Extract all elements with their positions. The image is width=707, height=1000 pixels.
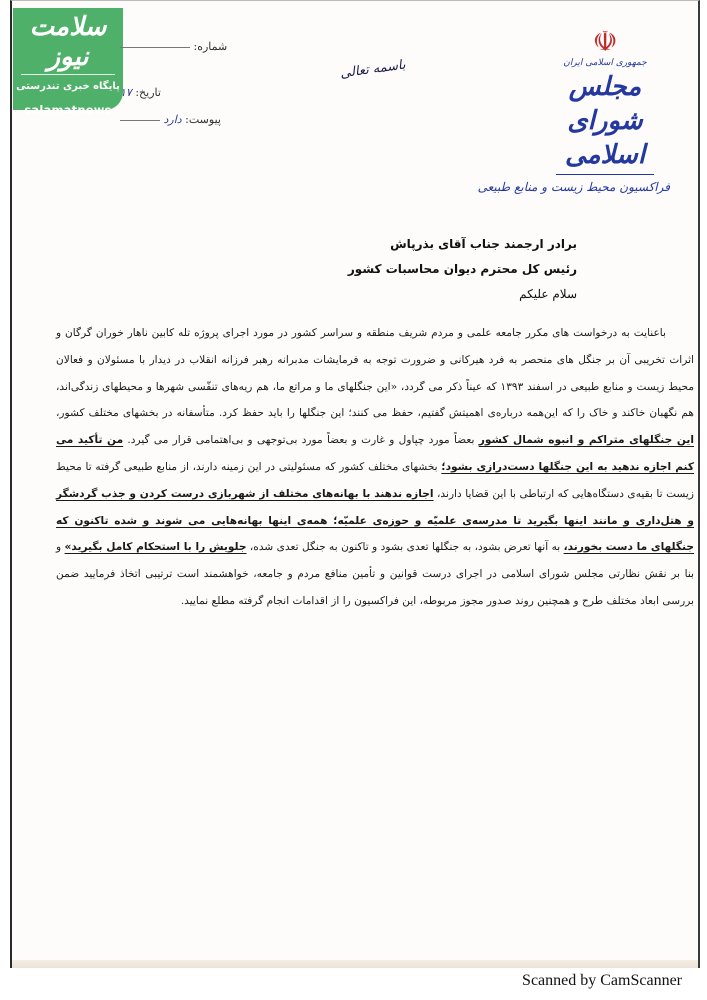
watermark-brand: سلامت نیوز <box>29 12 107 72</box>
emphasized-quote: من تأکید می کنم اجازه ندهید به این جنگلها دست‌درازی بشود؛ <box>56 434 694 473</box>
letter-attachment <box>120 113 221 126</box>
letter-attachment-label: پیوست: <box>185 113 221 126</box>
emphasized-quote: جلویش را با استحکام کامل بگیرید» <box>64 541 247 554</box>
letter-attachment-value: دارد <box>163 113 182 126</box>
body-text-segment: بخشهای مختلف کشور که مسئولیتی در این زمینه دارند، از منابع طبیعی گرفته تا محیط زیست تا بقیه‌ی دستگاه‌هایی که ارتباطی با این قضایا دارند، <box>56 460 694 500</box>
letterhead-divider <box>556 174 654 175</box>
letter-body <box>56 320 694 615</box>
greeting: سلام علیکم <box>519 287 577 301</box>
watermark-divider <box>21 74 115 75</box>
body-text-segment: به آنها تعرض بشود، به جنگلها تعدی بشود و تاکنون به جنگل تعدی شده، <box>246 541 564 554</box>
letterhead-faction: فراکسیون محیط زیست و منابع طبیعی <box>477 180 670 194</box>
salamatnews-watermark <box>13 8 123 117</box>
letter-date-value: ۱۷ <box>120 86 132 99</box>
letter-date <box>120 86 161 99</box>
letter-attachment-rule <box>120 120 160 121</box>
letter-number-label: شماره: <box>193 40 228 53</box>
emphasized-quote: این جنگلهای متراکم و انبوه شمال کشور <box>478 434 694 447</box>
addressee-title: رئیس کل محترم دیوان محاسبات کشور <box>347 262 577 276</box>
addressee-block <box>348 232 577 306</box>
parliament-letterhead <box>477 25 670 197</box>
page-bottom-edge <box>12 960 698 968</box>
body-paragraph <box>56 320 694 615</box>
letter-number <box>120 40 227 53</box>
watermark-tagline: پایگاه خبری تندرستی <box>16 81 120 92</box>
body-text-segment: بعضاً مورد چپاول و غارت و بعضاً مورد بی‌توجهی و بی‌اهتمامی قرار می گیرد. <box>123 434 479 447</box>
watermark-latin: salamatnews <box>24 103 112 117</box>
scanner-credit: Scanned by CamScanner <box>522 972 682 989</box>
letterhead-parliament-name: مجلس شورای اسلامی <box>564 72 646 170</box>
letterhead-country: جمهوری اسلامی ایران <box>563 58 647 68</box>
iran-emblem-icon: ☫ <box>592 25 618 58</box>
letter-date-label: تاریخ: <box>135 86 161 99</box>
letter-number-rule <box>120 47 190 48</box>
body-text-segment: و بنا بر نقش نظارتی مجلس شورای اسلامی در اجرای درست قوانین و تأمین منافع مردم و جامعه، خواهشمند است ترتیبی اتخاذ فرمایید ضمن بررسی ابعاد مختلف طرح و همچنین روند صدور مجوز مربوطه، این فراکسیون را از اقدامات انجام گرفته مطلع نمایید. <box>56 541 694 607</box>
body-text-segment: با‌عنایت به درخواست های مکرر جامعه علمی و مردم شریف منطقه و سراسر کشور در مورد اجرای پروژه تله کابین ناهار خوران گرگان و اثرات تخریبی آن بر جنگل های منحصر به فرد هیرکانی و ضرورت توجه به فرمایشات مدبرانه رهبر فرزانه انقلاب در دیدار با مسئولان و فعالان محیط زیست و منابع طبیعی در اسفند ۱۳۹۳ که عیناً ذکر می گردد، «این جنگلهای ما و مراتع ما، هم ریه‌های تنفّسی شهرها و محیطهای زندگی‌اند، هم نگهبان خاکند و خاک را که این‌همه درباره‌ی اهمیتش گفتیم، حفظ می کنند؛ این جنگلها را باید حفظ کرد. متأسفانه در بخشهای مختلف کشور، <box>56 327 694 420</box>
emphasized-quote: اجازه ندهند با بهانه‌های مختلف از شهربازی درست کردن و جذب گردشگر و هتل‌داری و مانند اینها بگیرید تا مدرسه‌ی علمیّه و حوزه‌ی علمیّه؛ همه‌ی اینها بهانه‌هایی می شوند و شده تاکنون که جنگلهای ما دست بخورند، <box>56 487 694 554</box>
bismillah-heading: باسمه تعالی <box>339 57 407 82</box>
addressee-name: برادر ارجمند جناب آقای بذرپاش <box>390 237 577 251</box>
